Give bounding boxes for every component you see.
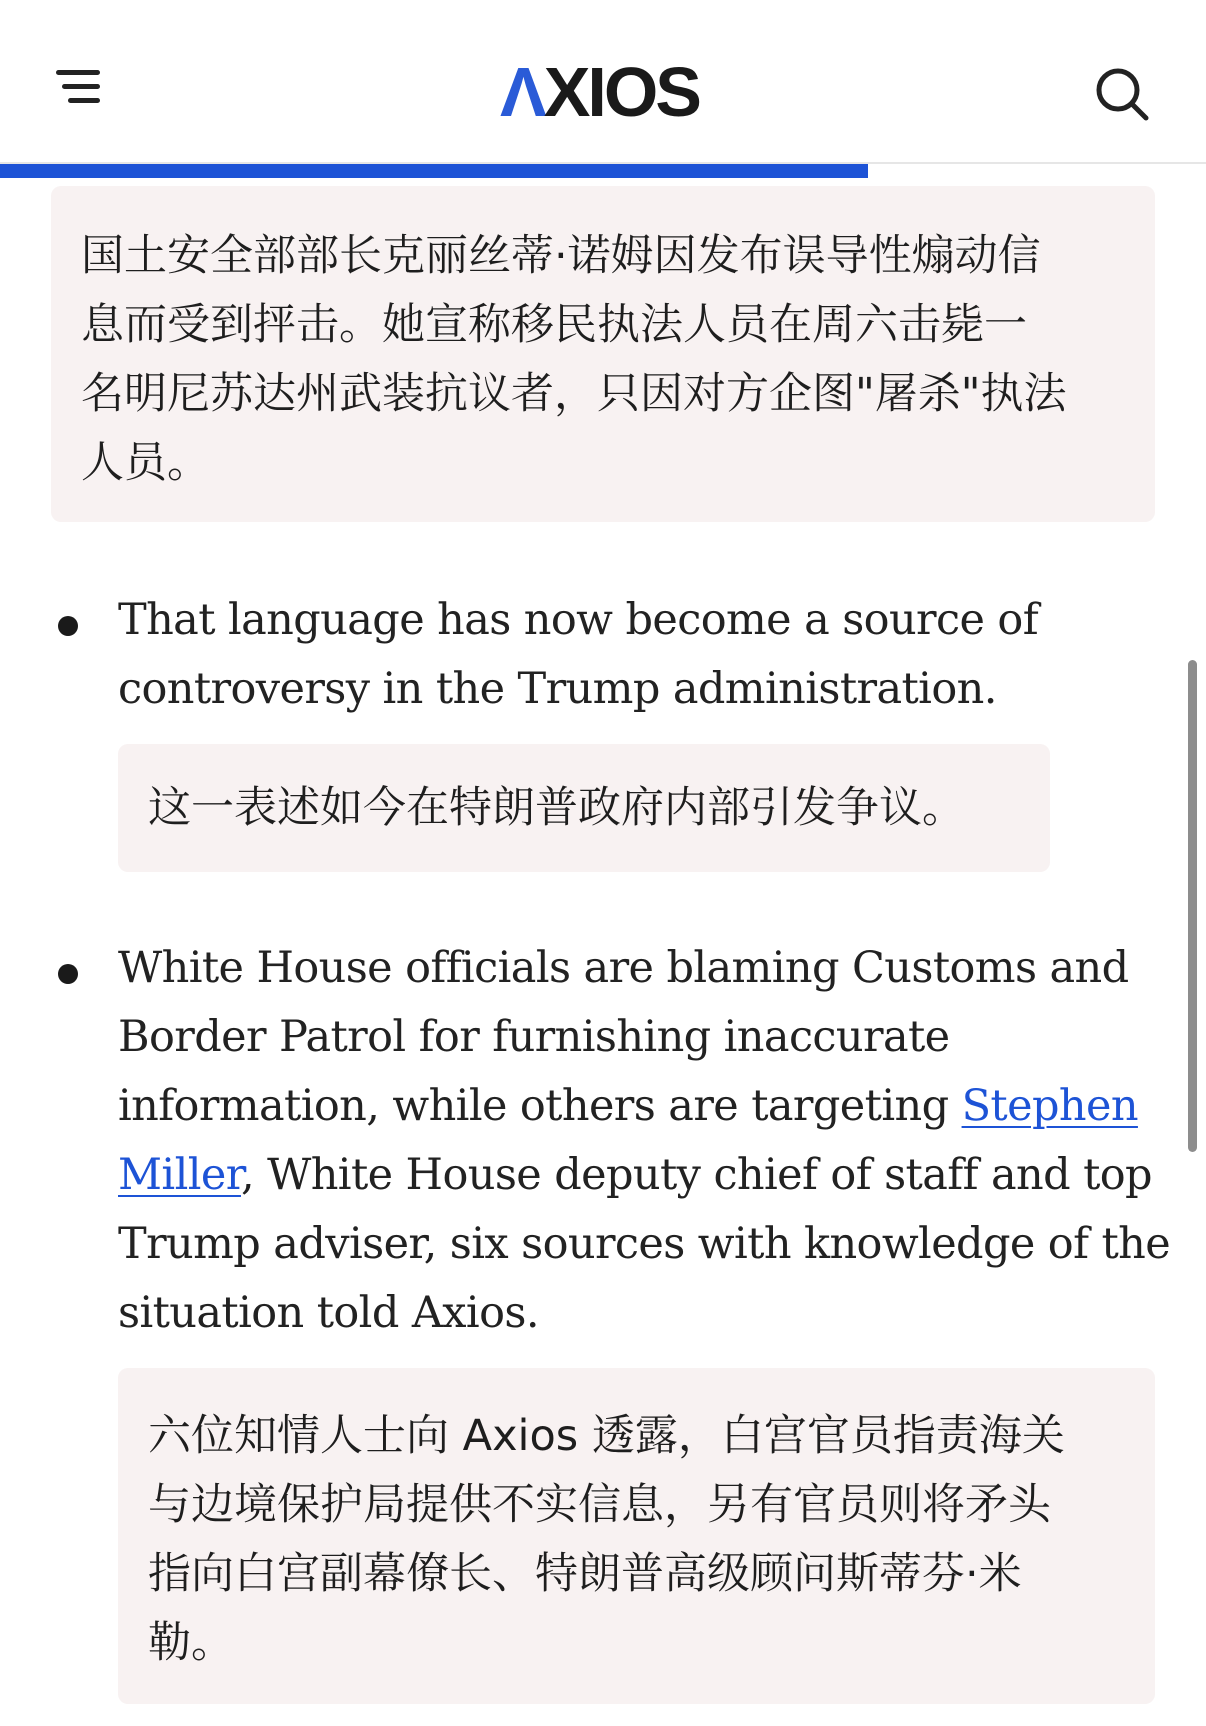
search-icon[interactable] (1092, 64, 1152, 124)
bullet-line: White House officials are blaming Customs and (118, 943, 1129, 993)
bullet-text-segment: information, while others are targeting (118, 1081, 962, 1131)
bullet-dot (58, 616, 78, 636)
translation-line: 人员。 (81, 438, 210, 488)
translation-line: 与边境保护局提供不实信息，另有官员则将矛头 (148, 1480, 1051, 1530)
bullet-dot (58, 964, 78, 984)
logo-wordmark: XIOS (543, 53, 699, 131)
stephen-miller-link[interactable]: Miller (118, 1150, 241, 1200)
translation-line: 息而受到抨击。她宣称移民执法人员在周六击毙一 (81, 300, 1027, 350)
bullet-text (118, 586, 1048, 724)
reading-progress-bar (0, 164, 1206, 178)
axios-logo[interactable] (500, 52, 710, 132)
stephen-miller-link[interactable]: Stephen (961, 1081, 1138, 1131)
translation-line: 名明尼苏达州武装抗议者，只因对方企图"屠杀"执法 (81, 369, 1067, 419)
translation-line: 勒。 (148, 1618, 234, 1668)
bullet-line: Border Patrol for furnishing inaccurate (118, 1012, 950, 1062)
site-header (0, 0, 1206, 164)
bullet-line: Trump adviser, six sources with knowledge of the (118, 1219, 1171, 1269)
translation-line: 国土安全部部长克丽丝蒂·诺姆因发布误导性煽动信 (81, 231, 1041, 281)
bullet-line (118, 1141, 1178, 1210)
translation-line: 六位知情人士向 Axios 透露，白宫官员指责海关 (148, 1411, 1065, 1461)
reading-progress-fill (0, 164, 868, 178)
bullet-line: That language has now become a source of (118, 595, 1039, 645)
page-scrollbar[interactable] (1188, 660, 1197, 1152)
translation-box (118, 744, 1050, 872)
bullet-line: controversy in the Trump administration. (118, 664, 997, 714)
translation-box (51, 186, 1155, 522)
bullet-line: situation told Axios. (118, 1288, 539, 1338)
translation-line: 这一表述如今在特朗普政府内部引发争议。 (148, 783, 965, 833)
translation-line: 指向白宫副幕僚长、特朗普高级顾问斯蒂芬·米 (148, 1549, 1022, 1599)
logo-mark: Λ (500, 53, 544, 131)
hamburger-menu-icon[interactable] (56, 70, 108, 114)
bullet-text-segment: , White House deputy chief of staff and top (240, 1150, 1152, 1200)
translation-box (118, 1368, 1155, 1704)
bullet-text (118, 934, 1178, 1348)
bullet-line (118, 1072, 1178, 1141)
